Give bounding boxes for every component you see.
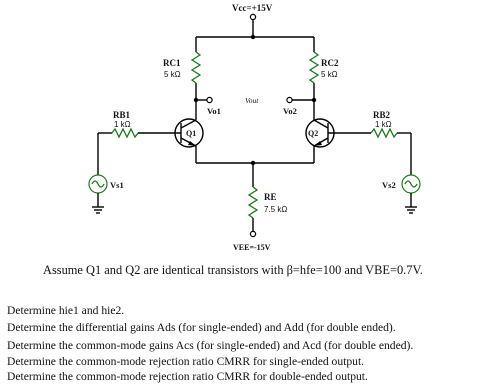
ground-symbol-right <box>405 207 417 213</box>
rb1-value: 1 kΩ <box>114 120 131 129</box>
vs2-label: Vs2 <box>382 180 396 190</box>
re-resistor <box>249 187 257 218</box>
re-value: 7.5 kΩ <box>264 205 288 214</box>
question-1: Determine hie1 and hie2. <box>7 304 125 317</box>
rb1-resistor <box>112 129 138 137</box>
vcc-label: Vcc=+15V <box>232 3 273 13</box>
rc1-value: 5 kΩ <box>164 70 181 79</box>
vee-terminal <box>250 231 255 236</box>
q1-label: Q1 <box>186 129 197 138</box>
rc2-name: RC2 <box>321 58 339 68</box>
rc2-resistor <box>310 52 318 83</box>
vee-label: VEE=-15V <box>233 243 271 252</box>
question-2: Determine the differential gains Ads (for single-ended) and Add (for double ended). <box>7 321 396 334</box>
rb2-resistor <box>371 129 397 137</box>
question-5: Determine the common-mode rejection ratio CMRR for double-ended output. <box>7 370 368 383</box>
vs1-label: Vs1 <box>110 180 124 190</box>
rb2-value: 1 kΩ <box>375 120 392 129</box>
re-name: RE <box>264 192 277 202</box>
rc1-name: RC1 <box>163 58 181 68</box>
rb2-name: RB2 <box>373 110 391 120</box>
question-3: Determine the common-mode gains Acs (for single-ended) and Acd (for double ended). <box>7 339 414 352</box>
rb1-name: RB1 <box>113 110 131 120</box>
vout-label: Vout <box>245 96 259 105</box>
vo2-label: Vo2 <box>283 106 297 116</box>
vo2-terminal <box>287 97 292 102</box>
assumption-text: Assume Q1 and Q2 are identical transistors with β=hfe=100 and VBE=0.7V. <box>43 263 423 277</box>
vo1-label: Vo1 <box>207 106 221 116</box>
rc2-value: 5 kΩ <box>321 70 338 79</box>
vcc-terminal <box>250 14 255 19</box>
vo1-terminal <box>207 97 212 102</box>
rc1-resistor <box>192 52 200 83</box>
q2-label: Q2 <box>308 129 319 138</box>
ground-symbol-left <box>92 207 104 213</box>
question-4: Determine the common-mode rejection ratio CMRR for single-ended output. <box>7 355 365 368</box>
